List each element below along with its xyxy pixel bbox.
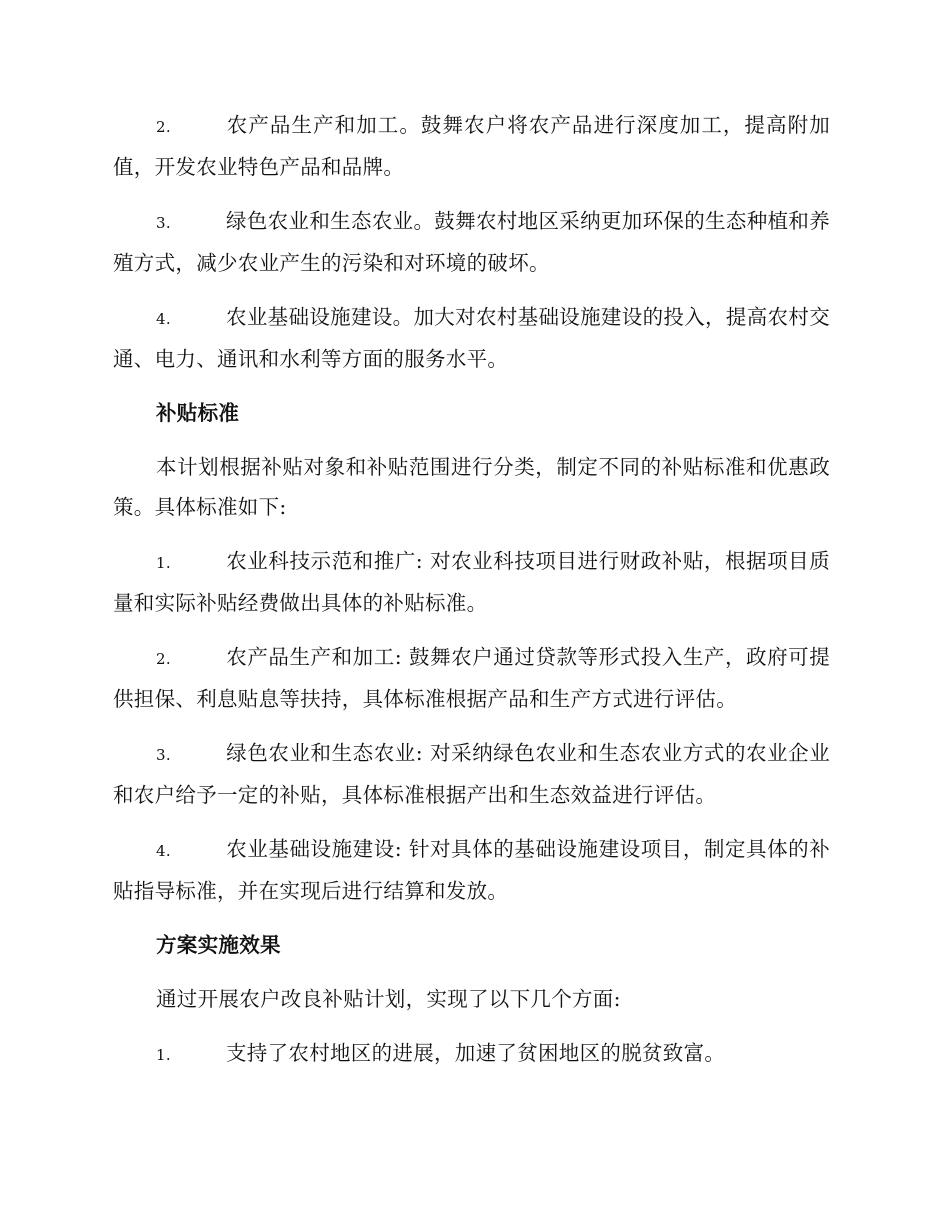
list-number: 4. <box>156 310 171 328</box>
list-text: 绿色农业和生态农业。鼓舞农村地区采纳更加环保的生态种植和养殖方式，减少农业产生的污染和对环境的破坏。 <box>113 209 830 275</box>
list-number: 3. <box>156 746 171 764</box>
list-number: 1. <box>156 554 171 572</box>
section-heading-effects: 方案实施效果 <box>156 933 281 957</box>
list-item <box>113 733 830 815</box>
list-text: 支持了农村地区的进展，加速了贫困地区的脱贫致富。 <box>226 1041 726 1065</box>
list-item <box>113 541 830 623</box>
list-item <box>113 297 830 379</box>
list-item <box>113 201 830 283</box>
list-text: 农产品生产和加工。鼓舞农户将农产品进行深度加工，提高附加值，开发农业特色产品和品牌。 <box>113 113 830 179</box>
list-item <box>113 1033 830 1075</box>
list-number: 3. <box>156 214 171 232</box>
list-item <box>113 637 830 719</box>
list-text: 农业基础设施建设。加大对农村基础设施建设的投入，提高农村交通、电力、通讯和水利等方面的服务水平。 <box>113 305 830 371</box>
list-number: 2. <box>156 650 171 668</box>
list-text: 农业科技示范和推广: 对农业科技项目进行财政补贴，根据项目质量和实际补贴经费做出具体的补贴标准。 <box>113 549 830 615</box>
list-text: 农业基础设施建设: 针对具体的基础设施建设项目，制定具体的补贴指导标准，并在实现后进行结算和发放。 <box>113 837 830 903</box>
list-number: 4. <box>156 842 171 860</box>
effects-intro: 通过开展农户改良补贴计划，实现了以下几个方面: <box>156 987 621 1011</box>
section-heading-subsidy: 补贴标准 <box>156 401 240 425</box>
list-number: 2. <box>156 118 171 136</box>
list-text: 农产品生产和加工: 鼓舞农户通过贷款等形式投入生产，政府可提供担保、利息贴息等扶持，具体标准根据产品和生产方式进行评估。 <box>113 645 830 711</box>
list-text: 绿色农业和生态农业: 对采纳绿色农业和生态农业方式的农业企业和农户给予一定的补贴，具体标准根据产出和生态效益进行评估。 <box>113 741 830 807</box>
list-item <box>113 829 830 911</box>
list-item <box>113 105 830 187</box>
list-number: 1. <box>156 1046 171 1064</box>
subsidy-intro: 本计划根据补贴对象和补贴范围进行分类，制定不同的补贴标准和优惠政策。具体标准如下: <box>113 455 830 519</box>
